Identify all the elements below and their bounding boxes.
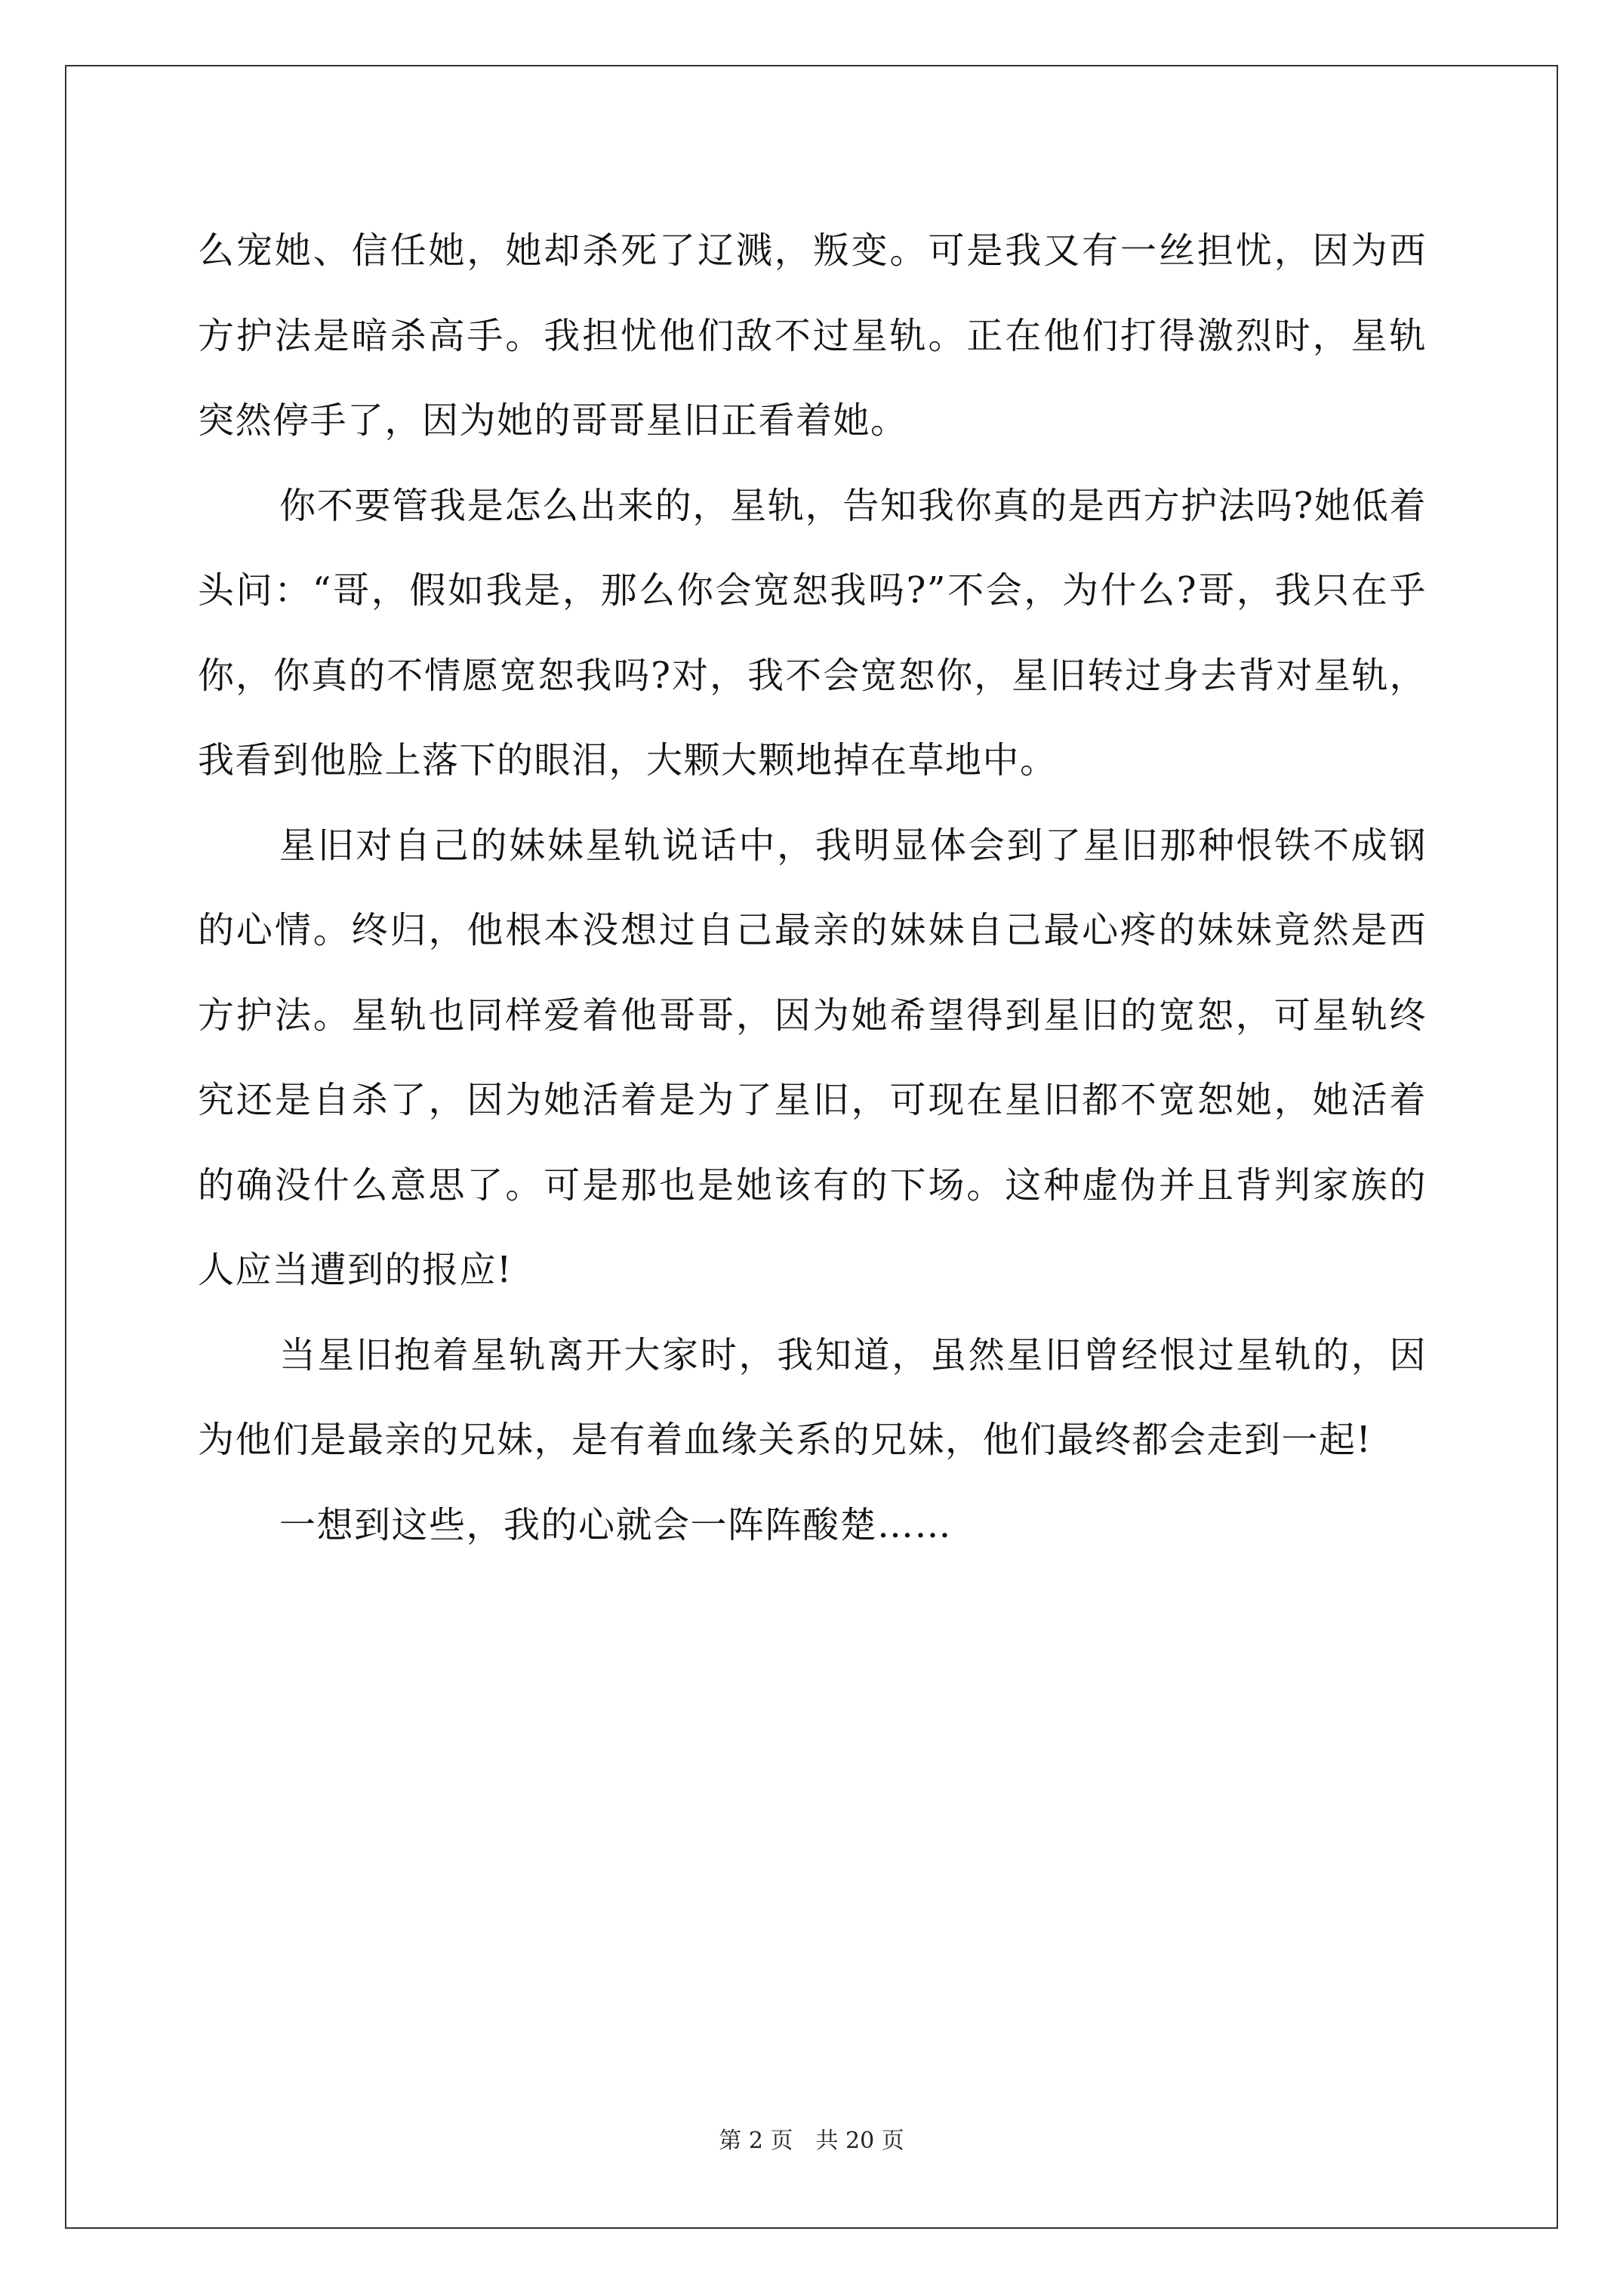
paragraph-2: 你不要管我是怎么出来的，星轨，告知我你真的是西方护法吗?她低着头问：“哥，假如我是，那么你会宽恕我吗?”不会，为什么?哥，我只在乎你，你真的不情愿宽恕我吗?对，我不会宽恕你，星旧转过身去背对星轨，我看到他脸上落下的眼泪，大颗大颗地掉在草地中。 [198,484,1427,781]
paragraph-1: 么宠她、信任她，她却杀死了辽溅，叛变。可是我又有一丝担忧，因为西方护法是暗杀高手。我担忧他们敌不过星轨。正在他们打得激烈时，星轨突然停手了，因为她的哥哥星旧正看着她。 [198,230,1427,442]
paragraph-3: 星旧对自己的妹妹星轨说话中，我明显体会到了星旧那种恨铁不成钢的心情。终归，他根本没想过自己最亲的妹妹自己最心疼的妹妹竟然是西方护法。星轨也同样爱着他哥哥，因为她希望得到星旧的宽恕，可星轨终究还是自杀了，因为她活着是为了星旧，可现在星旧都不宽恕她，她活着的确没什么意思了。可是那也是她该有的下场。这种虚伪并且背判家族的人应当遭到的报应! [198,824,1427,1291]
document-body [198,208,1427,1567]
page-number-footer: 第 2 页 共 20 页 [719,2128,904,2154]
paragraph-5: 一想到这些，我的心就会一阵阵酸楚…… [279,1503,953,1546]
paragraph-4: 当星旧抱着星轨离开大家时，我知道，虽然星旧曾经恨过星轨的，因为他们是最亲的兄妹，是有着血缘关系的兄妹，他们最终都会走到一起! [198,1333,1427,1461]
